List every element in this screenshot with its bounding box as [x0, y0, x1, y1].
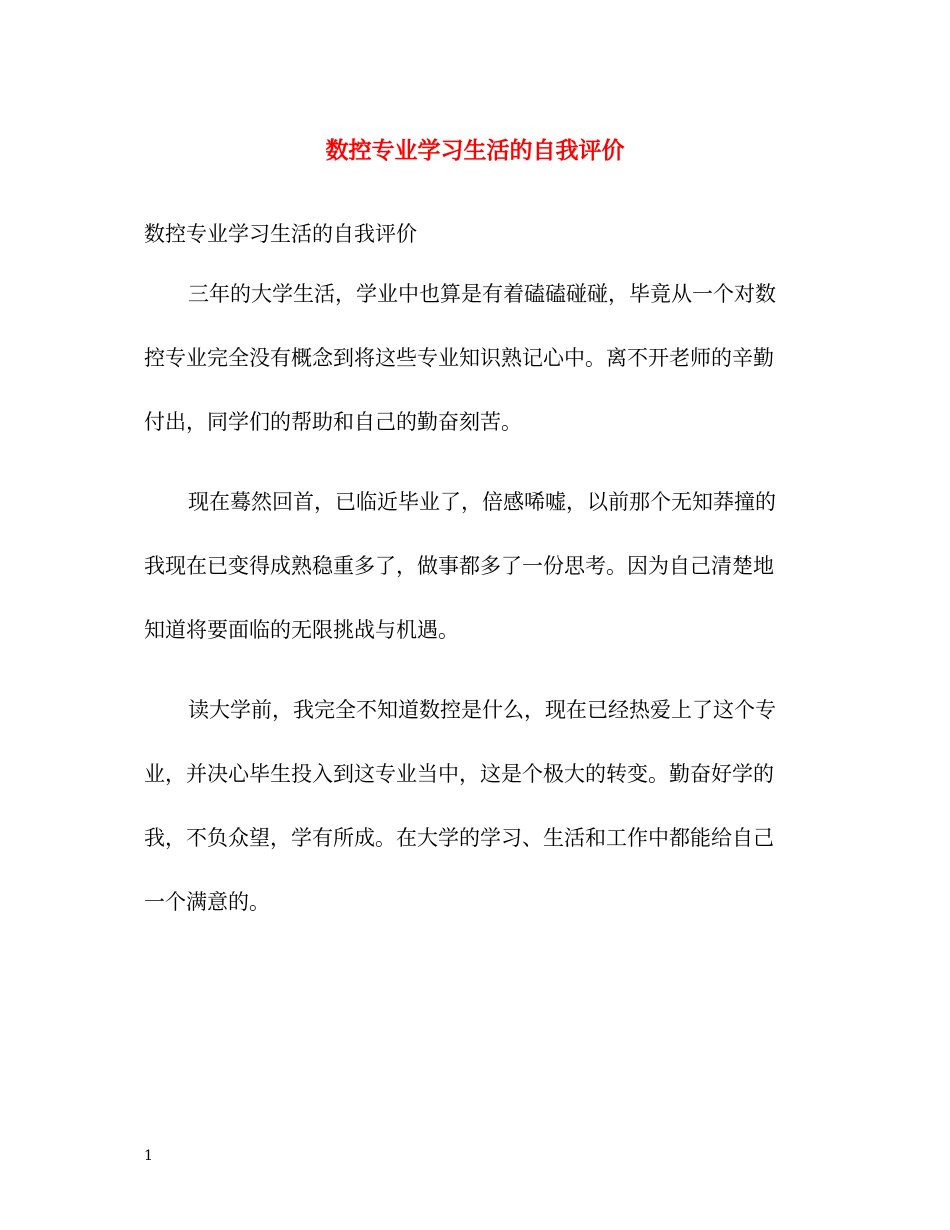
paragraph-line: 付出，同学们的帮助和自己的勤奋刻苦。	[144, 410, 522, 434]
paragraph-2	[144, 470, 804, 662]
paragraph-line: 业，并决心毕生投入到这专业当中，这是个极大的转变。勤奋好学的	[144, 762, 774, 786]
paragraph-line: 我，不负众望，学有所成。在大学的学习、生活和工作中都能给自己	[144, 826, 774, 850]
paragraph-line: 现在蓦然回首，已临近毕业了，倍感唏嘘，以前那个无知莽撞的	[188, 490, 776, 514]
paragraph-1	[144, 262, 804, 454]
paragraph-line: 我现在已变得成熟稳重多了，做事都多了一份思考。因为自己清楚地	[144, 554, 774, 578]
paragraph-line: 知道将要面临的无限挑战与机遇。	[144, 618, 459, 642]
document-title: 数控专业学习生活的自我评价	[325, 137, 625, 164]
document-subtitle: 数控专业学习生活的自我评价	[144, 222, 417, 246]
paragraph-line: 读大学前，我完全不知道数控是什么，现在已经热爱上了这个专	[188, 698, 776, 722]
paragraph-line: 控专业完全没有概念到将这些专业知识熟记心中。离不开老师的辛勤	[144, 346, 774, 370]
page-number: 1	[144, 1148, 153, 1164]
paragraph-3	[144, 678, 804, 934]
paragraph-line: 一个满意的。	[144, 890, 270, 914]
paragraph-line: 三年的大学生活，学业中也算是有着磕磕碰碰，毕竟从一个对数	[188, 282, 776, 306]
